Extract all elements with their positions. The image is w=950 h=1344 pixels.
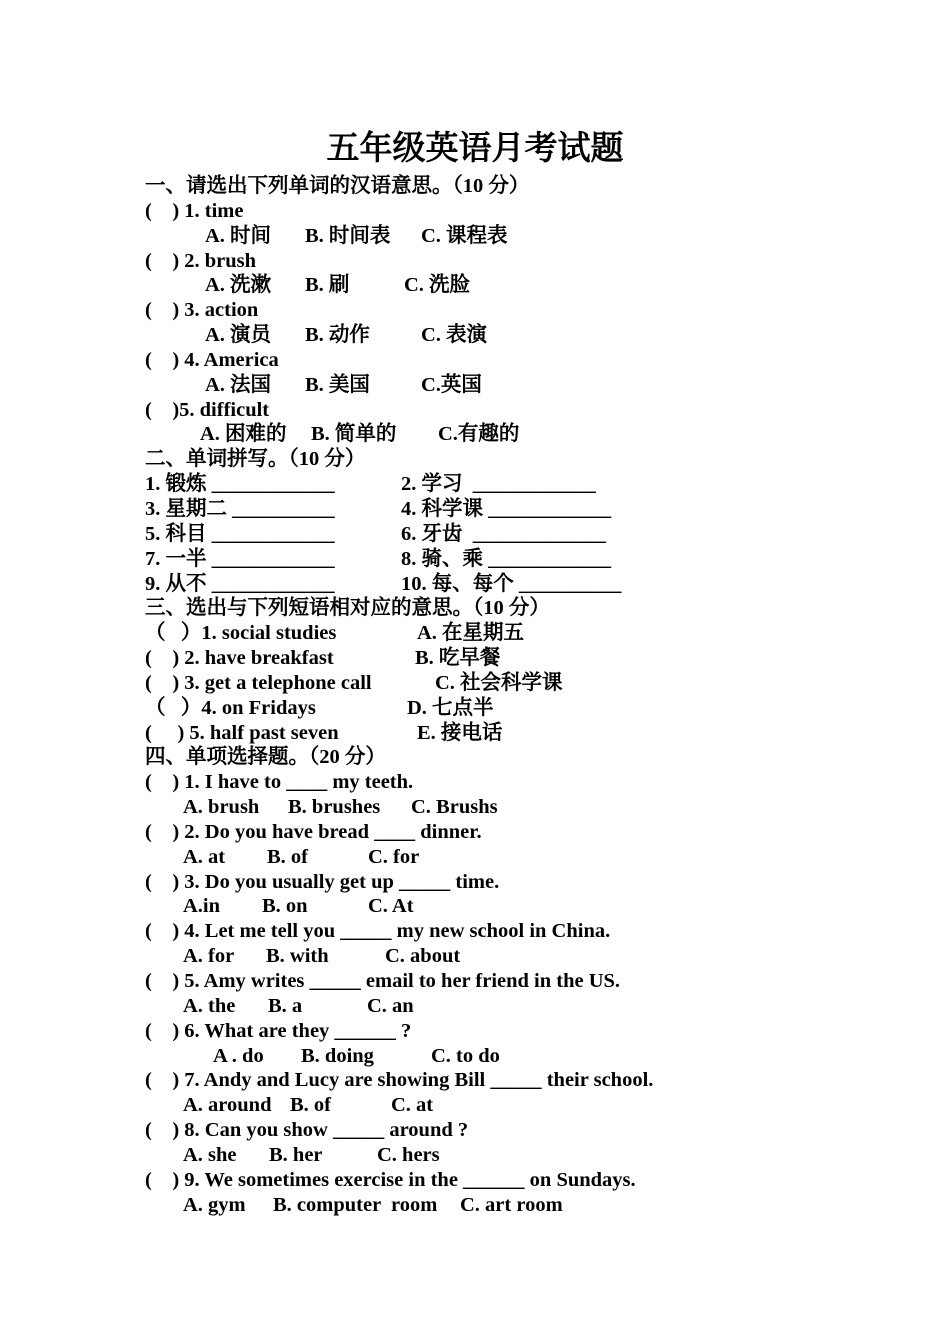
meaning-c: C. 社会科学课 bbox=[435, 671, 563, 694]
s2-row-3 bbox=[145, 522, 905, 547]
s1-q3-option-a: A. 演员 bbox=[205, 324, 272, 347]
s4-q3-option-b: B. on bbox=[262, 895, 308, 918]
s4-q8-option-a: A. she bbox=[183, 1143, 237, 1166]
s1-q5-stem: ( )5. difficult bbox=[145, 398, 270, 421]
s4-q5-stem: ( ) 5. Amy writes _____ email to her friend in the US. bbox=[145, 970, 621, 992]
s4-q3-option-a: A.in bbox=[183, 895, 221, 918]
s1-q1-option-b: B. 时间表 bbox=[305, 224, 391, 247]
s4-q6-option-c: C. to do bbox=[431, 1044, 500, 1067]
s1-q2-options bbox=[145, 273, 905, 298]
s4-q7-option-b: B. of bbox=[290, 1094, 331, 1117]
s1-q4-options bbox=[145, 373, 905, 398]
s4-q3-options bbox=[145, 894, 905, 919]
s4-q7-options bbox=[145, 1093, 905, 1118]
phrase-3: ( ) 3. get a telephone call bbox=[145, 671, 372, 694]
s1-q2-option-a: A. 洗漱 bbox=[205, 274, 272, 297]
s4-q4-option-b: B. with bbox=[266, 945, 329, 968]
s1-q5-options bbox=[145, 422, 905, 447]
spell-item-9: 9. 从不 ____________ bbox=[145, 572, 335, 595]
s1-q3-option-b: B. 动作 bbox=[305, 324, 370, 347]
s4-q8-option-b: B. her bbox=[269, 1143, 323, 1166]
s4-q3-option-c: C. At bbox=[368, 895, 414, 918]
s4-q4-options bbox=[145, 944, 905, 969]
s4-q8-stem: ( ) 8. Can you show _____ around ? bbox=[145, 1119, 469, 1142]
s4-q2-options bbox=[145, 845, 905, 870]
s4-q9-options bbox=[145, 1193, 905, 1218]
s4-q7-stem: ( ) 7. Andy and Lucy are showing Bill _____ their school. bbox=[145, 1069, 654, 1092]
s1-q2-option-c: C. 洗脸 bbox=[404, 274, 471, 297]
s4-q2-option-a: A. at bbox=[183, 845, 226, 868]
s1-q5-option-b: B. 简单的 bbox=[311, 423, 397, 446]
s4-q3-stem: ( ) 3. Do you usually get up _____ time. bbox=[145, 870, 500, 893]
s1-q1-option-c: C. 课程表 bbox=[421, 224, 508, 247]
section3-heading: 三、选出与下列短语相对应的意思。（10 分） bbox=[145, 597, 550, 620]
s1-q3-option-c: C. 表演 bbox=[421, 324, 488, 347]
spell-item-1: 1. 锻炼 ____________ bbox=[145, 473, 335, 496]
s4-q8-options bbox=[145, 1143, 905, 1168]
s1-q1-stem: ( ) 1. time bbox=[145, 199, 244, 222]
s4-q7-option-c: C. at bbox=[391, 1094, 434, 1117]
phrase-1: （ ）1. social studies bbox=[145, 622, 337, 645]
s4-q9-stem: ( ) 9. We sometimes exercise in the ______ on Sundays. bbox=[145, 1168, 636, 1191]
phrase-5: ( ) 5. half past seven bbox=[145, 721, 339, 744]
s4-q9-option-a: A. gym bbox=[183, 1193, 246, 1216]
spell-item-7: 7. 一半 ____________ bbox=[145, 547, 335, 570]
s2-row-2 bbox=[145, 497, 905, 522]
spell-item-6: 6. 牙齿 _____________ bbox=[401, 522, 606, 545]
meaning-a: A. 在星期五 bbox=[417, 622, 525, 645]
s4-q1-options bbox=[145, 795, 905, 820]
s1-q2-stem: ( ) 2. brush bbox=[145, 249, 257, 272]
page-title: 五年级英语月考试题 bbox=[326, 131, 624, 167]
spell-item-8: 8. 骑、乘 ____________ bbox=[401, 547, 612, 570]
s4-q2-stem: ( ) 2. Do you have bread ____ dinner. bbox=[145, 820, 482, 843]
s4-q1-option-c: C. Brushs bbox=[411, 796, 498, 819]
s4-q6-option-a: A . do bbox=[213, 1044, 264, 1067]
exam-content bbox=[145, 174, 905, 1217]
s4-q7-option-a: A. around bbox=[183, 1094, 272, 1117]
s3-row-4 bbox=[145, 696, 905, 721]
s1-q4-option-c: C.英国 bbox=[421, 373, 482, 396]
phrase-4: （ ）4. on Fridays bbox=[145, 696, 316, 719]
meaning-e: E. 接电话 bbox=[417, 721, 503, 744]
s1-q4-option-b: B. 美国 bbox=[305, 373, 370, 396]
s4-q6-stem: ( ) 6. What are they ______ ? bbox=[145, 1019, 412, 1042]
section4-heading: 四、单项选择题。（20 分） bbox=[145, 746, 386, 769]
meaning-d: D. 七点半 bbox=[407, 696, 494, 719]
spell-item-4: 4. 科学课 ____________ bbox=[401, 497, 612, 520]
s4-q2-option-b: B. of bbox=[267, 845, 308, 868]
s1-q4-option-a: A. 法国 bbox=[205, 373, 272, 396]
s1-q1-options bbox=[145, 224, 905, 249]
s3-row-3 bbox=[145, 671, 905, 696]
s3-row-5 bbox=[145, 721, 905, 746]
s4-q2-option-c: C. for bbox=[368, 845, 420, 868]
s4-q9-option-b: B. computer room bbox=[273, 1193, 438, 1216]
s3-row-2 bbox=[145, 646, 905, 671]
s1-q5-option-a: A. 困难的 bbox=[200, 423, 287, 446]
s4-q1-option-b: B. brushes bbox=[288, 796, 381, 819]
s1-q3-options bbox=[145, 323, 905, 348]
s4-q1-stem: ( ) 1. I have to ____ my teeth. bbox=[145, 771, 414, 794]
s2-row-4 bbox=[145, 547, 905, 572]
s2-row-1 bbox=[145, 472, 905, 497]
s1-q1-option-a: A. 时间 bbox=[205, 224, 272, 247]
spell-item-3: 3. 星期二 __________ bbox=[145, 497, 335, 520]
s4-q5-option-c: C. an bbox=[367, 994, 414, 1017]
phrase-2: ( ) 2. have breakfast bbox=[145, 647, 334, 670]
spell-item-10: 10. 每、每个 __________ bbox=[401, 572, 622, 595]
s4-q5-option-a: A. the bbox=[183, 994, 236, 1017]
meaning-b: B. 吃早餐 bbox=[415, 647, 501, 670]
s1-q4-stem: ( ) 4. America bbox=[145, 348, 279, 371]
s4-q4-option-a: A. for bbox=[183, 945, 235, 968]
s1-q3-stem: ( ) 3. action bbox=[145, 299, 259, 322]
s4-q6-option-b: B. doing bbox=[301, 1044, 374, 1067]
s1-q5-option-c: C.有趣的 bbox=[438, 423, 520, 446]
section2-heading: 二、单词拼写。（10 分） bbox=[145, 448, 366, 471]
section1-heading: 一、请选出下列单词的汉语意思。（10 分） bbox=[145, 175, 530, 197]
s1-q2-option-b: B. 刷 bbox=[305, 274, 350, 297]
s4-q4-stem: ( ) 4. Let me tell you _____ my new school in China. bbox=[145, 920, 611, 943]
s4-q6-options bbox=[145, 1044, 905, 1069]
s3-row-1 bbox=[145, 621, 905, 646]
s4-q4-option-c: C. about bbox=[385, 945, 461, 968]
s4-q5-option-b: B. a bbox=[268, 994, 303, 1017]
spell-item-2: 2. 学习 ____________ bbox=[401, 473, 596, 496]
s4-q1-option-a: A. brush bbox=[183, 796, 260, 819]
s4-q9-option-c: C. art room bbox=[460, 1193, 563, 1216]
s4-q5-options bbox=[145, 994, 905, 1019]
s4-q8-option-c: C. hers bbox=[377, 1143, 440, 1166]
s2-row-5 bbox=[145, 572, 905, 597]
spell-item-5: 5. 科目 ____________ bbox=[145, 522, 335, 545]
